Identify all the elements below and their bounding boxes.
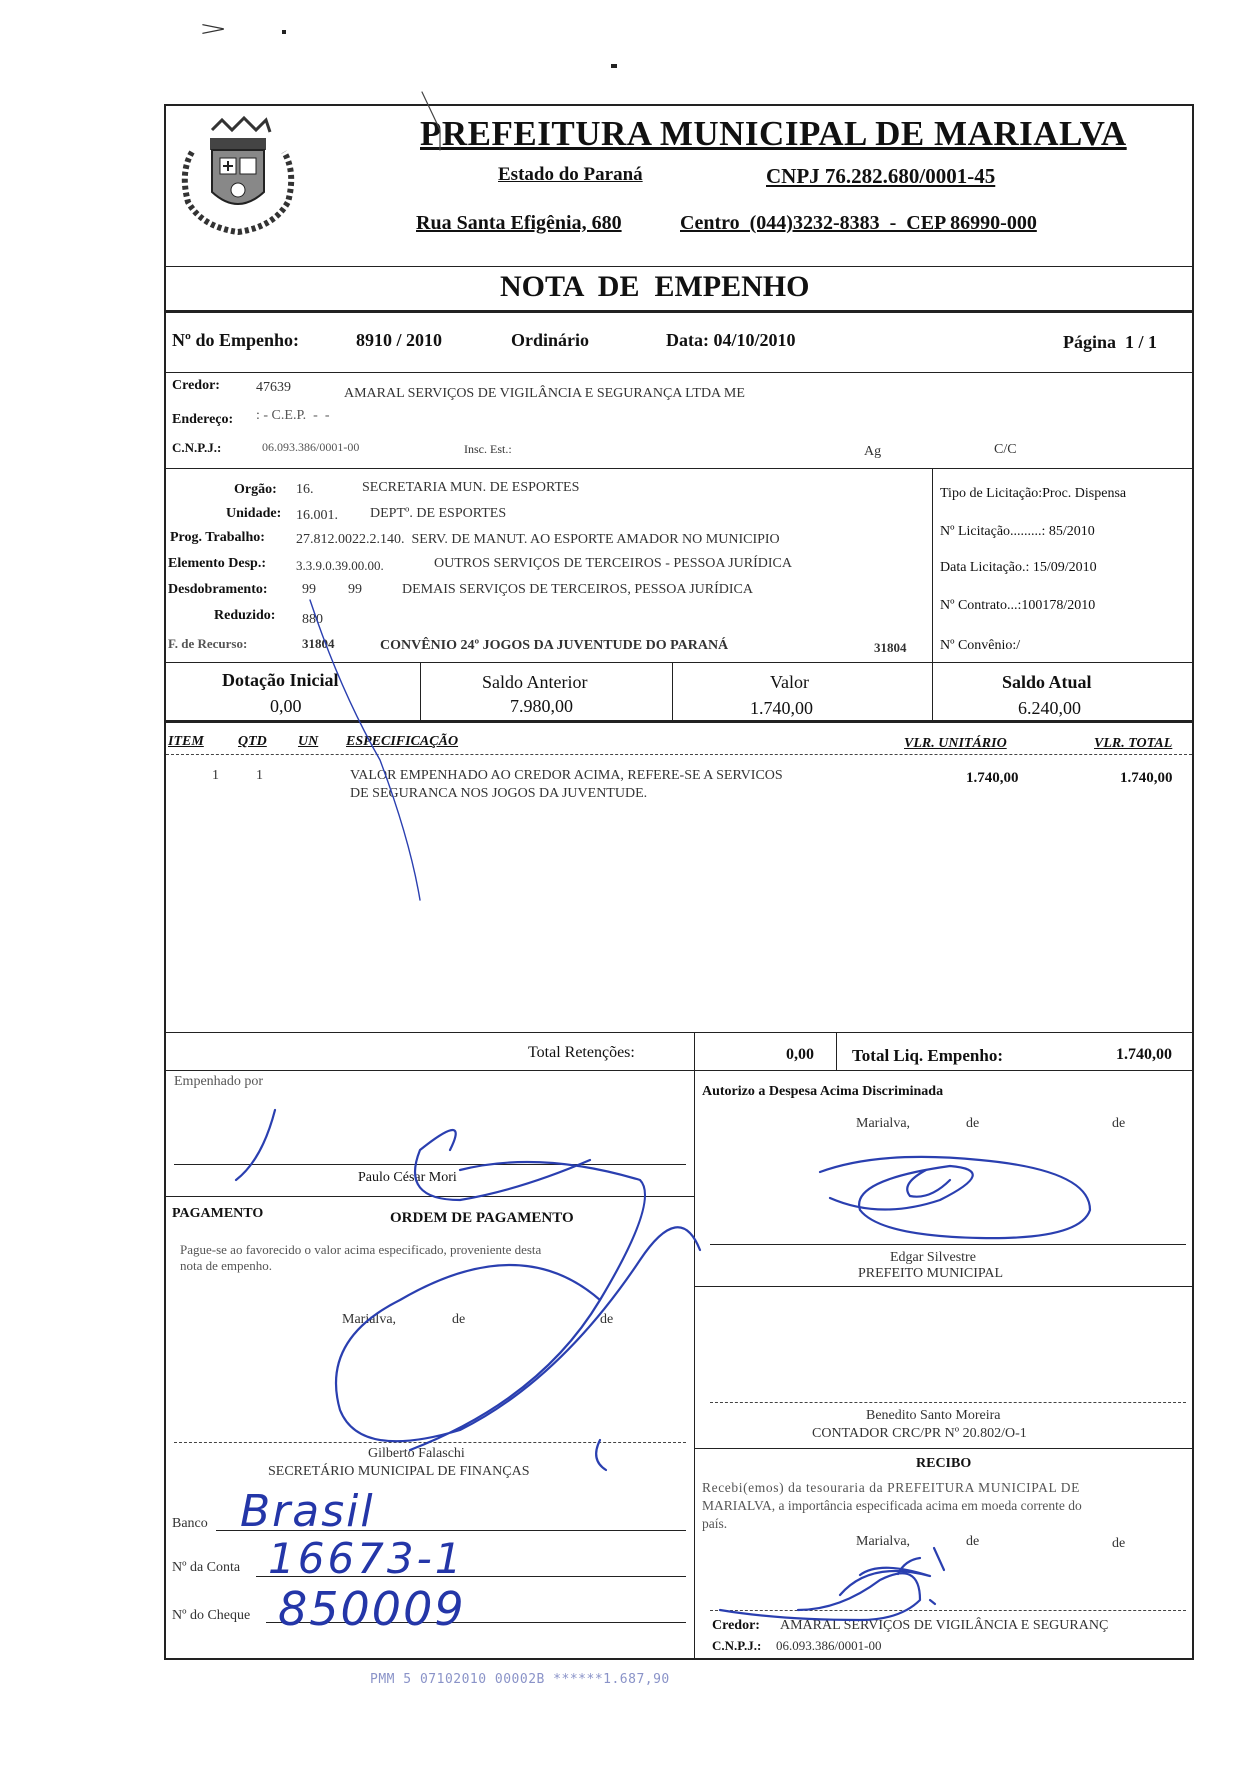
initial-allocation: 0,00: [270, 696, 302, 716]
creditor-address: : - C.E.P. - -: [256, 408, 330, 423]
receipt-de-2: de: [1112, 1536, 1126, 1551]
page-number: Página 1 / 1: [1063, 332, 1158, 352]
payment-de-2: de: [600, 1312, 614, 1327]
row-item: 1: [212, 768, 219, 783]
program-value: 27.812.0022.2.140. SERV. DE MANUT. AO ESPORTE AMADOR NO MUNICIPIO: [296, 532, 780, 547]
program-label: Prog. Trabalho:: [170, 530, 265, 545]
previous-balance-label: Saldo Anterior: [482, 672, 588, 692]
address-label: Endereço:: [172, 412, 234, 427]
breakdown-label: Desdobramento:: [168, 582, 268, 597]
orgao-code: 16.: [296, 482, 314, 497]
street-address: Rua Santa Efigênia, 680: [416, 212, 622, 234]
bank-label: Banco: [172, 1516, 208, 1531]
receipt-cnpj: 06.093.386/0001-00: [776, 1638, 882, 1653]
row-unit-value: 1.740,00: [966, 770, 1019, 786]
col-espec: ESPECIFICAÇÃO: [346, 734, 459, 749]
orgao-label: Orgão:: [234, 482, 277, 497]
issuer-name: Paulo César Mori: [358, 1170, 457, 1185]
row-qtd: 1: [256, 768, 263, 783]
resource-label: F. de Recurso:: [168, 636, 248, 651]
finance-secretary-name: Gilberto Falaschi: [368, 1446, 465, 1461]
element-code: 3.3.9.0.39.00.00.: [296, 558, 384, 573]
receipt-label: RECIBO: [916, 1456, 972, 1471]
agreement-number: Nº Convênio:/: [940, 638, 1021, 653]
empenho-number: 8910 / 2010: [356, 330, 443, 350]
current-balance-label: Saldo Atual: [1002, 672, 1092, 692]
bid-date: Data Licitação.: 15/09/2010: [940, 560, 1097, 575]
element-name: OUTROS SERVIÇOS DE TERCEIROS - PESSOA JURÍDICA: [434, 556, 793, 571]
col-item: ITEM: [168, 734, 204, 749]
payment-order-label: ORDEM DE PAGAMENTO: [390, 1210, 574, 1226]
breakdown-a: 99: [302, 582, 316, 597]
row-espec-1: VALOR EMPENHADO AO CREDOR ACIMA, REFERE-SE A SERVICOS: [350, 768, 783, 783]
receipt-creditor-label: Credor:: [712, 1618, 760, 1633]
value-label: Valor: [770, 672, 809, 692]
reduced-label: Reduzido:: [214, 608, 276, 623]
empenho-type: Ordinário: [511, 330, 590, 350]
state-name: Estado do Paraná: [498, 164, 643, 185]
orgao-name: SECRETARIA MUN. DE ESPORTES: [362, 480, 580, 495]
row-espec-2: DE SEGURANCA NOS JOGOS DA JUVENTUDE.: [350, 786, 648, 801]
reduced-value: 880: [302, 612, 323, 627]
receipt-place: Marialva,: [856, 1534, 911, 1549]
contract-number: Nº Contrato...:100178/2010: [940, 598, 1096, 613]
receipt-de-1: de: [966, 1534, 980, 1549]
mayor-name: Edgar Silvestre: [890, 1250, 976, 1265]
breakdown-b: 99: [348, 582, 362, 597]
creditor-label: Credor:: [172, 378, 220, 393]
municipality-title: PREFEITURA MUNICIPAL DE MARIALVA: [420, 114, 1127, 153]
creditor-code: 47639: [256, 380, 291, 395]
handwritten-bank: Brasil: [240, 1486, 375, 1537]
unidade-code: 16.001.: [296, 508, 338, 523]
payment-text-1: Pague-se ao favorecido o valor acima especificado, proveniente desta: [180, 1242, 542, 1257]
finance-secretary-title: SECRETÁRIO MUNICIPAL DE FINANÇAS: [268, 1464, 530, 1479]
payment-text-2: nota de empenho.: [180, 1258, 273, 1273]
receipt-text-3: país.: [702, 1516, 728, 1531]
net-total: 1.740,00: [1116, 1046, 1172, 1063]
payment-label: PAGAMENTO: [172, 1206, 264, 1221]
mayor-title: PREFEITO MUNICIPAL: [858, 1266, 1004, 1281]
handwritten-account: 16673-1: [268, 1534, 465, 1583]
previous-balance: 7.980,00: [510, 696, 573, 716]
initial-allocation-label: Dotação Inicial: [222, 670, 339, 690]
col-qtd: QTD: [238, 734, 267, 749]
receipt-creditor-name: AMARAL SERVIÇOS DE VIGILÂNCIA E SEGURANÇ: [780, 1618, 1109, 1633]
receipt-text-1: Recebi(emos) da tesouraria da PREFEITURA MUNICIPAL DE: [702, 1480, 1080, 1495]
col-total-value: VLR. TOTAL: [1094, 736, 1173, 751]
value: 1.740,00: [750, 698, 813, 718]
resource-code: 31804: [302, 636, 335, 651]
authorization-label: Autorizo a Despesa Acima Discriminada: [702, 1084, 944, 1099]
withholding-total: 0,00: [786, 1046, 814, 1063]
authorization-de-1: de: [966, 1116, 980, 1131]
check-number-label: Nº do Cheque: [172, 1608, 251, 1623]
unidade-name: DEPTº. DE ESPORTES: [370, 506, 507, 521]
row-total-value: 1.740,00: [1120, 770, 1173, 786]
handwritten-check: 850009: [278, 1582, 466, 1636]
withholding-label: Total Retenções:: [528, 1044, 635, 1061]
resource-code-2: 31804: [874, 640, 907, 655]
col-unit-value: VLR. UNITÁRIO: [904, 736, 1007, 751]
address-contact: Centro (044)3232-8383 - CEP 86990-000: [680, 212, 1037, 234]
account-label: C/C: [994, 442, 1017, 457]
net-total-label: Total Liq. Empenho:: [852, 1046, 1003, 1065]
bid-number: Nº Licitação.........: 85/2010: [940, 524, 1095, 539]
receipt-cnpj-label: C.N.P.J.:: [712, 1638, 762, 1653]
creditor-cnpj: 06.093.386/0001-00: [262, 440, 360, 454]
document-title: NOTA DE EMPENHO: [500, 270, 810, 303]
accountant-title: CONTADOR CRC/PR Nº 20.802/O-1: [812, 1426, 1027, 1441]
agency-label: Ag: [864, 444, 882, 459]
account-number-label: Nº da Conta: [172, 1560, 241, 1575]
authorization-de-2: de: [1112, 1116, 1126, 1131]
state-registration-label: Insc. Est.:: [464, 442, 512, 456]
payment-place: Marialva,: [342, 1312, 397, 1327]
cnpj-label: C.N.P.J.:: [172, 440, 222, 455]
current-balance: 6.240,00: [1018, 698, 1081, 718]
payment-de-1: de: [452, 1312, 466, 1327]
issued-by-label: Empenhado por: [174, 1074, 264, 1089]
authorization-place: Marialva,: [856, 1116, 911, 1131]
mechanical-stamp: PMM 5 07102010 00002B ******1.687,90: [370, 1672, 670, 1687]
unidade-label: Unidade:: [226, 506, 282, 521]
accountant-name: Benedito Santo Moreira: [866, 1408, 1001, 1423]
resource-name: CONVÊNIO 24º JOGOS DA JUVENTUDE DO PARANÁ: [380, 638, 729, 653]
bid-type: Tipo de Licitação:Proc. Dispensa: [940, 486, 1127, 501]
creditor-name: AMARAL SERVIÇOS DE VIGILÂNCIA E SEGURANÇA LTDA ME: [344, 386, 745, 401]
receipt-text-2: MARIALVA, a importância especificada acima em moeda corrente do: [702, 1498, 1082, 1513]
scan-mark: ᐳ: [200, 23, 226, 38]
element-label: Elemento Desp.:: [168, 556, 266, 571]
empenho-date: Data: 04/10/2010: [666, 330, 796, 350]
empenho-number-label: Nº do Empenho:: [172, 330, 299, 350]
municipality-cnpj: CNPJ 76.282.680/0001-45: [766, 164, 996, 188]
col-un: UN: [298, 734, 319, 749]
breakdown-name: DEMAIS SERVIÇOS DE TERCEIROS, PESSOA JURÍDICA: [402, 582, 754, 597]
